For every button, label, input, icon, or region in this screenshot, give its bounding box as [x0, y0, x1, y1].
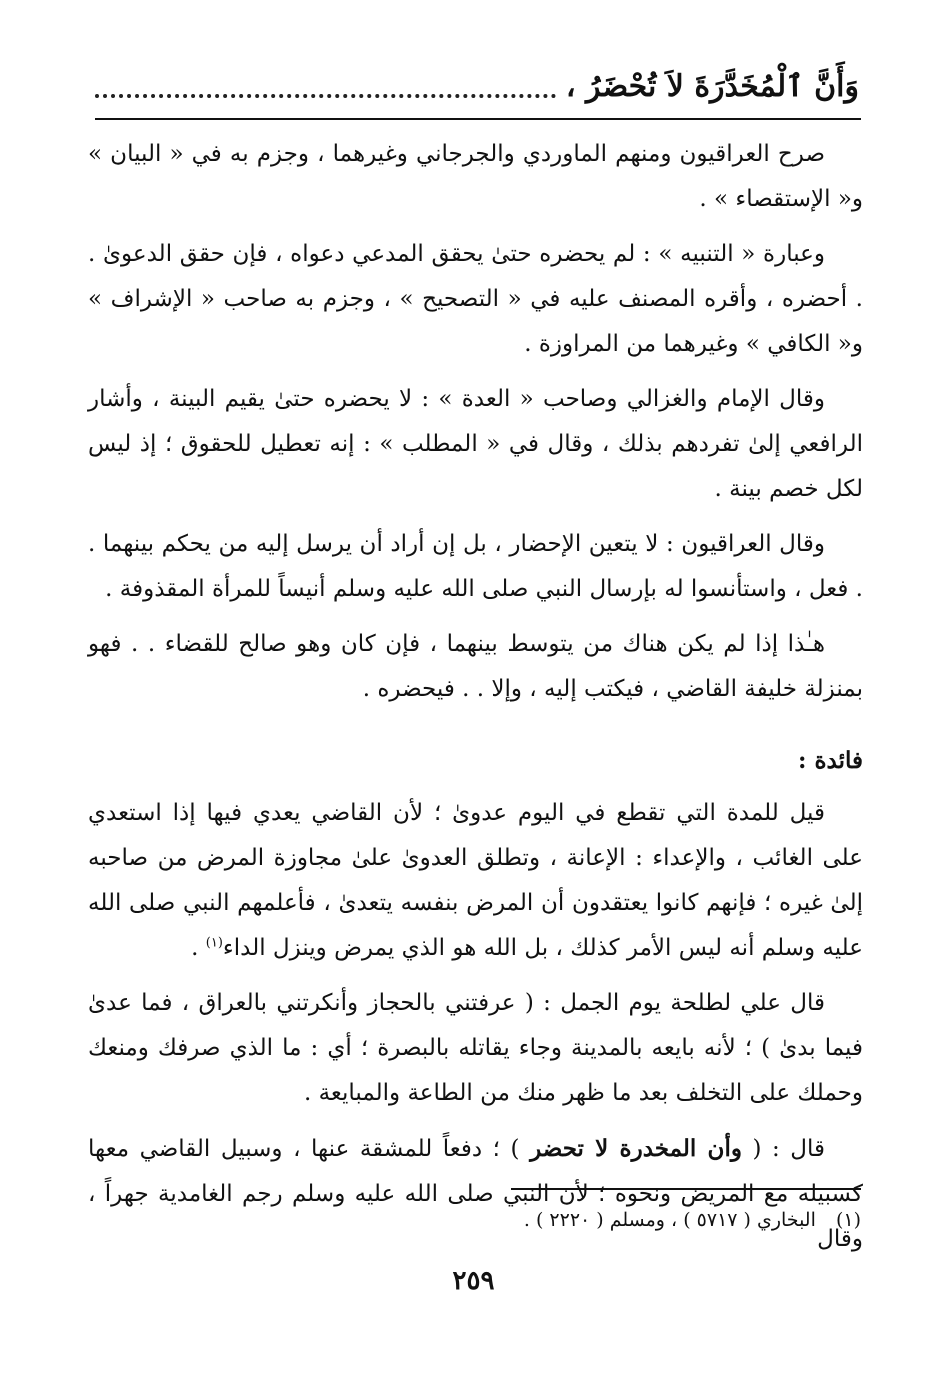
fawaid-paragraph-1 — [88, 791, 863, 971]
footnote-rule — [511, 1188, 861, 1190]
footnote-number: (١) — [835, 1209, 861, 1231]
footnote — [88, 1206, 861, 1234]
footnote-marker: (١) — [205, 935, 223, 951]
running-title: وَأَنَّ ٱلْمُخَدَّرَةَ لاَ تُحْضَرُ ، — [565, 69, 859, 104]
paragraph-1: صرح العراقيون ومنهم الماوردي والجرجاني وغيرهما ، وجزم به في « البيان » و« الإستقصاء » . — [88, 141, 863, 212]
matn-open: قال : ( — [741, 1136, 826, 1162]
paragraph-2: وعبارة « التنبيه » : لم يحضره حتىٰ يحقق المدعي دعواه ، فإن حقق الدعوىٰ . . أحضره ، وأقره المصنف عليه في « التصحيح » ، وجزم به صاحب « الإشراف » و« الكافي » وغيرهما من المراوزة . — [88, 241, 863, 357]
header-leader-dots — [95, 94, 556, 98]
paragraph-3: وقال الإمام والغزالي وصاحب « العدة » : لا يحضره حتىٰ يقيم البينة ، وأشار الرافعي إلىٰ تفردهم بذلك ، وقال في « المطلب » : إنه تعطيل للحقوق ؛ إذ ليس لكل خصم بينة . — [88, 386, 863, 502]
paragraph-4: وقال العراقيون : لا يتعين الإحضار ، بل إن أراد أن يرسل إليه من يحكم بينهما . . فعل ، واستأنسوا له بإرسال النبي صلى الله عليه وسلم أنيساً للمرأة المقذوفة . — [88, 531, 863, 602]
fawaid-paragraph-1-text: قيل للمدة التي تقطع في اليوم عدوىٰ ؛ لأن القاضي يعدي فيها إذا استعدي على الغائب ، والإعداء : الإعانة ، وتطلق العدوىٰ علىٰ مجاوزة المرض من صاحبه إلىٰ غيره ؛ فإنهم كانوا يعتقدون أن المرض بنفسه يتعدىٰ ، فأعلمهم النبي صلى الله عليه وسلم أنه ليس الأمر كذلك ، بل الله هو الذي يمرض وينزل الداء — [88, 800, 863, 961]
fawaid-paragraph-2: قال علي لطلحة يوم الجمل : ( عرفتني بالحجاز وأنكرتني بالعراق ، فما عدىٰ فيما بدىٰ ) ؛ لأنه بايعه بالمدينة وجاء يقاتله بالبصرة ؛ أي : ما الذي صرفك ومنعك وحملك على التخلف بعد ما ظهر منك من الطاعة والمبايعة . — [88, 990, 863, 1106]
matn-quote: وأن المخدرة لا تحضر — [530, 1135, 742, 1162]
matn-paragraph — [88, 1126, 863, 1262]
fawaid-heading: فائدة : — [797, 747, 863, 774]
running-header — [95, 52, 859, 102]
matn-commentary: ) ؛ دفعاً للمشقة عنها ، وسبيل القاضي معها كسبيله مع المريض ونحوه ؛ لأن النبي صلى الله عليه وسلم رجم الغامدية جهراً ، وقال — [88, 1136, 863, 1252]
paragraph-5: هـٰذا إذا لم يكن هناك من يتوسط بينهما ، فإن كان وهو صالح للقضاء . . فهو بمنزلة خليفة القاضي ، فيكتب إليه ، وإلا . . فيحضره . — [88, 631, 863, 702]
page-number: ٢٥٩ — [452, 1266, 495, 1296]
fawaid-paragraph-1-end: . — [191, 935, 206, 961]
main-text — [88, 132, 863, 1272]
header-rule — [95, 118, 861, 120]
footnote-text: البخاري ( ٥٧١٧ ) ، ومسلم ( ٢٢٢٠ ) . — [523, 1209, 816, 1231]
